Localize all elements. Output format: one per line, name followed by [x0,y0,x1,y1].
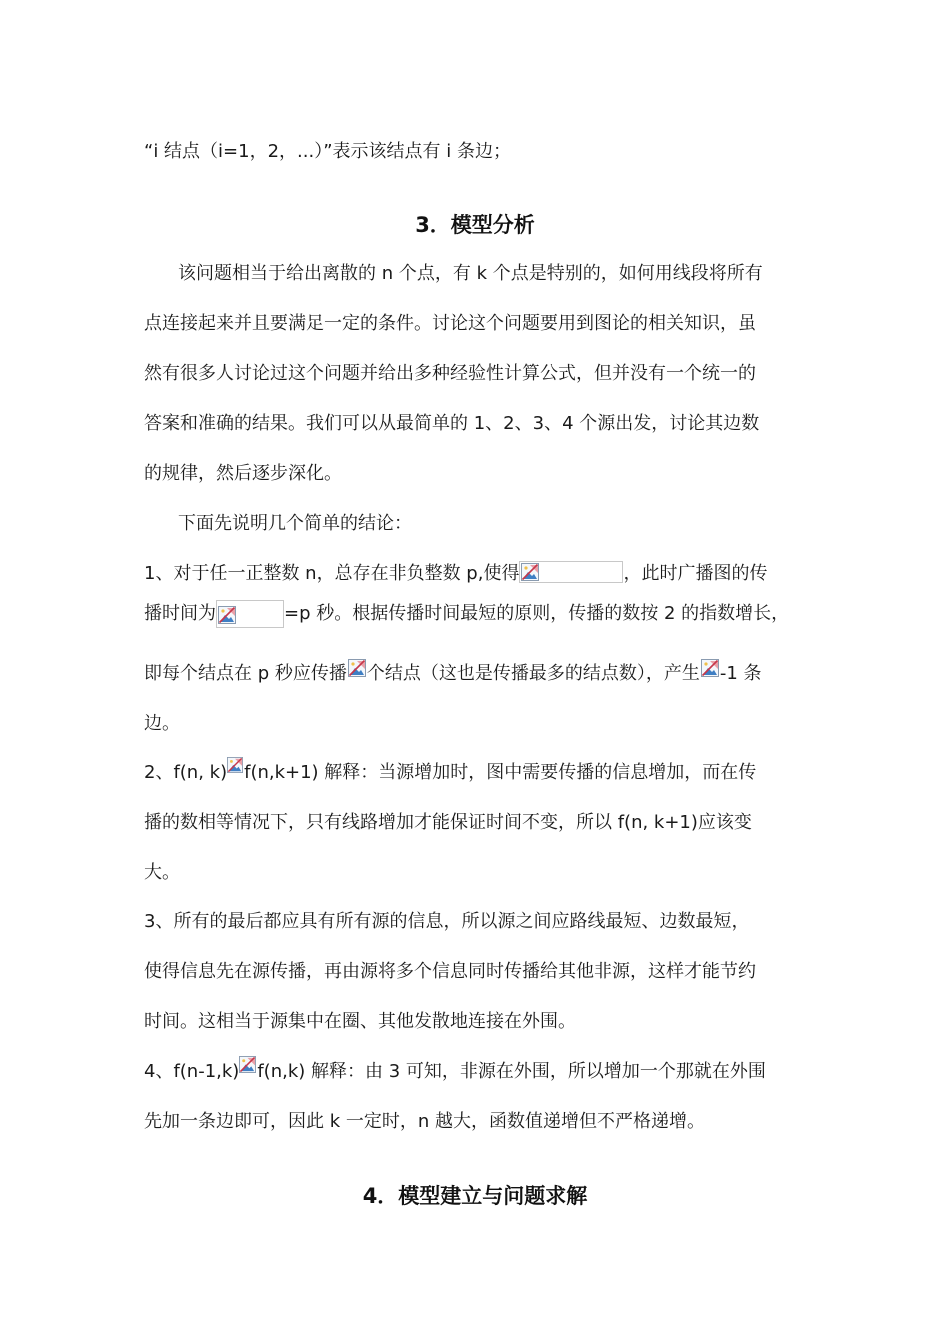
broken-image-icon [519,561,623,583]
item4-line1-text-b: f(n,k) 解释：由 3 可知，非源在外围，所以增加一个那就在外围 [257,1061,766,1082]
item2-line1-text-a: 2、f(n, k) [144,762,228,783]
item1-line1 [144,561,767,587]
item2-line2: 播的数相等情况下，只有线路增加才能保证时间不变，所以 f(n, k+1)应该变 [144,812,752,833]
item1-line1-text-a: 1、对于任一正整数 n，总存在非负整数 p,使得 [144,563,520,584]
item3-line3: 时间。这相当于源集中在圈、其他发散地连接在外围。 [144,1011,576,1032]
broken-image-icon [347,661,367,683]
intro-line: “i 结点（i=1，2，...）”表示该结点有 i 条边； [144,141,511,162]
item1-line3 [144,661,762,687]
item1-line2-text-b: =p 秒。根据传播时间最短的原则，传播的数按 2 的指数增长， [284,603,790,624]
item2-line3: 大。 [144,862,180,883]
paragraph1-line1: 该问题相当于给出离散的 n 个点，有 k 个点是特别的，如何用线段将所有 [178,263,763,284]
paragraph2: 下面先说明几个简单的结论： [178,513,412,534]
broken-image-icon [239,1059,257,1081]
item4-line1-text-a: 4、f(n-1,k) [144,1061,240,1082]
paragraph1-line2: 点连接起来并且要满足一定的条件。讨论这个问题要用到图论的相关知识，虽 [144,313,756,334]
broken-image-icon [700,661,720,683]
item4-line1 [144,1059,766,1085]
broken-image-icon [216,600,284,628]
item1-line3-text-b: 个结点（这也是传播最多的结点数），产生 [366,663,700,684]
item1-line3-text-a: 即每个结点在 p 秒应传播 [144,663,347,684]
item4-line2: 先加一条边即可，因此 k 一定时，n 越大，函数值递增但不严格递增。 [144,1111,705,1132]
section-4-title: 4．模型建立与问题求解 [362,1184,588,1208]
section-3-title: 3．模型分析 [415,213,535,237]
item2-line1 [144,760,756,786]
paragraph1-line5: 的规律，然后逐步深化。 [144,463,342,484]
item1-line4: 边。 [144,713,180,734]
item1-line3-text-c: -1 条 [719,663,762,684]
item2-line1-text-b: f(n,k+1) 解释：当源增加时，图中需要传播的信息增加，而在传 [244,762,757,783]
paragraph1-line3: 然有很多人讨论过这个问题并给出多种经验性计算公式，但并没有一个统一的 [144,363,756,384]
broken-image-icon [227,760,244,782]
paragraph1-line4: 答案和准确的结果。我们可以从最简单的 1、2、3、4 个源出发，讨论其边数 [144,413,760,434]
item1-line2-text-a: 播时间为 [144,603,216,624]
item1-line1-text-b: ，此时广播图的传 [623,563,768,584]
item3-line2: 使得信息先在源传播，再由源将多个信息同时传播给其他非源，这样才能节约 [144,961,756,982]
item1-line2 [144,600,789,628]
item3-line1: 3、所有的最后都应具有所有源的信息，所以源之间应路线最短、边数最短， [144,911,750,932]
